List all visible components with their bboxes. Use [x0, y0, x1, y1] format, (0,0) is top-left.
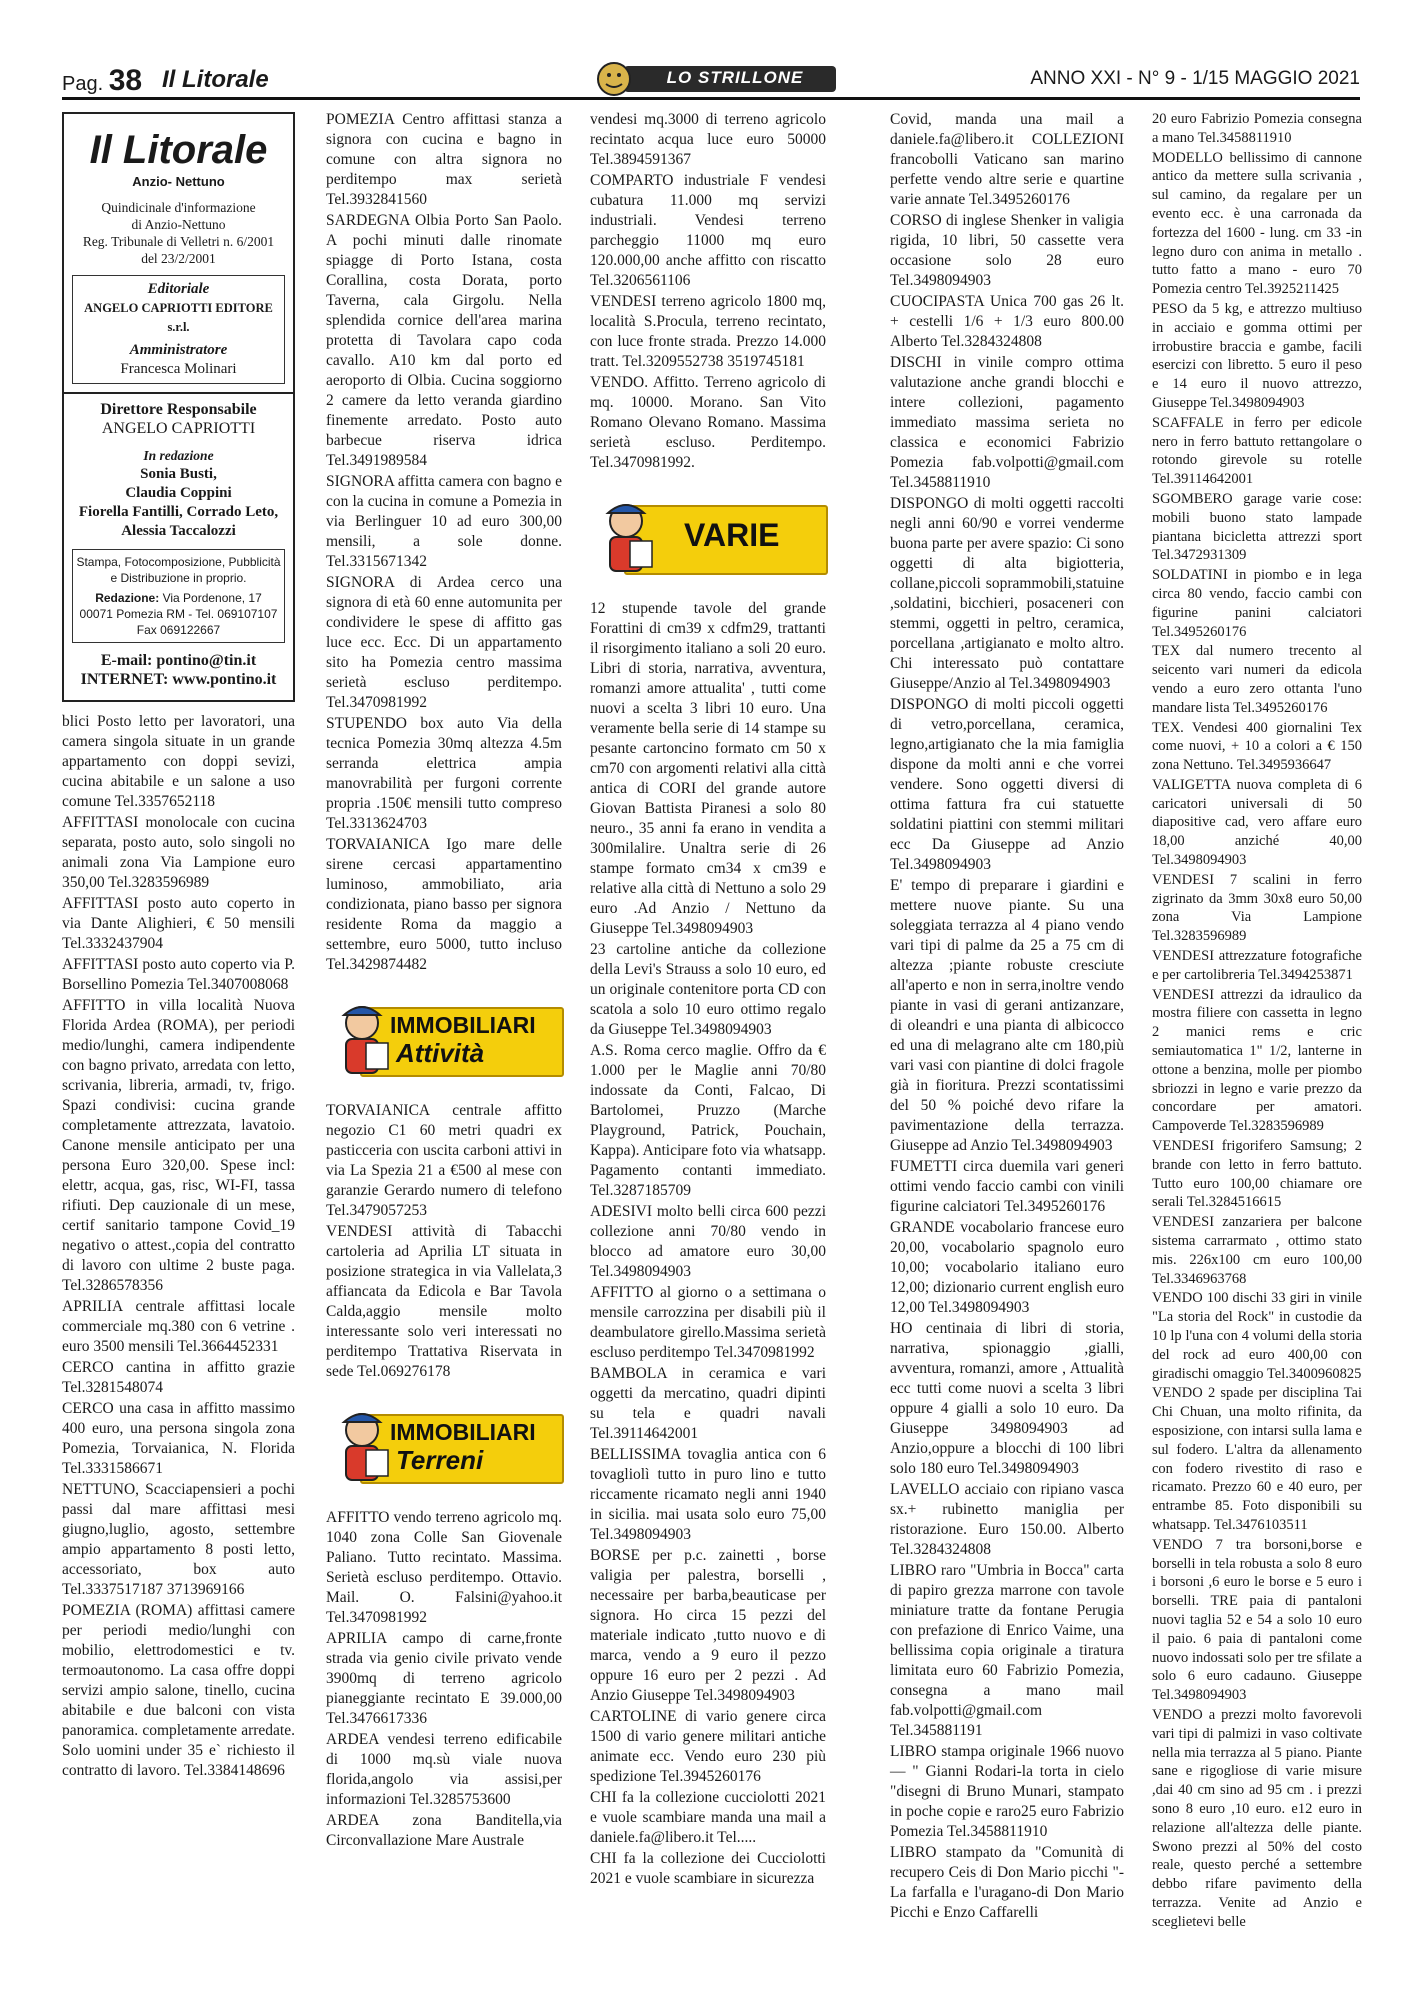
- column-4: [890, 110, 1124, 1924]
- classified-ad: AFFITTASI posto auto coperto in via Dante Alighieri, € 50 mensili Tel.3332437904: [62, 895, 295, 952]
- classified-ad: E' tempo di preparare i giardini e mettere nuove piante. Su una soleggiata terrazza al 4 piano vendo vari tipi di palme da 25 a 75 cm di altezza ;piante robuste cresciute all'aperto e non in serra,inoltre vendo piante in vasi di gerani antizanzare, di oleandri e una pianta di albicocco ed una di melagrano alte cm 180,più vari vasi con piantine di dolci fragole già in fioritura. Prezzi scontatissimi del 50 % poiché devo rifare la pavimentazione della terrazza. Giuseppe ad Anzio Tel.3498094903: [890, 877, 1124, 1154]
- classified-ad: CHI fa la collezione dei Cucciolotti 2021 e vuole scambiare in sicurezza: [590, 1850, 826, 1887]
- classified-ad: LIBRO stampato da "Comunità di recupero Ceis di Don Mario picchi "-La farfalla e l'uragano-di Don Mario Picchi e Enzo Caffarelli: [890, 1844, 1124, 1921]
- section-subtitle: Attività: [396, 1038, 485, 1068]
- classified-ad: BORSE per p.c. zainetti , borse valigia per palestra, borselli , necessaire per barba,beauticase per signora. Ho circa 15 pezzi del materiale indicato ,tutto nuovo e di marca, vendo a 9 euro il pezzo oppure 16 euro per 2 pezzi . Ad Anzio Giuseppe Tel.3498094903: [590, 1547, 826, 1704]
- classified-ad: PESO da 5 kg, e attrezzo multiuso in acciaio e gomma ottimi per irrobustire braccia e gambe, facili esercizi con libretto. 5 euro il peso e 14 euro il nuovo attrezzo, Giuseppe Tel.3498094903: [1152, 300, 1362, 411]
- redazione-name: Claudia Coppini: [125, 485, 232, 501]
- classified-ad: VENDO. Affitto. Terreno agricolo di mq. 10000. Morano. San Vito Romano Olevano Romano. Massima serietà escluso. Perditempo. Tel.3470981992.: [590, 374, 826, 471]
- section-immobiliari-terreni: [332, 1396, 560, 1488]
- redazione-name: Fiorella Fantilli, Corrado Leto,: [78, 504, 279, 520]
- classified-ad: AFFITTO al giorno o a settimana o mensile carrozzina per disabili più il deambulatore girello.Massima serietà escluso perditempo Tel.3470981992: [590, 1284, 826, 1361]
- classified-ad: VENDESI terreno agricolo 1800 mq, località S.Procula, terreno recintato, con luce fronte strada. Prezzo 14.000 tratt. Tel.3209552738 3519745181: [590, 293, 826, 370]
- classified-ad: TEX dal numero trecento al seicento vari numeri da edicola vendo a euro zero ottanta l'uno mandare lista Tel.3495260176: [1152, 643, 1362, 716]
- classified-ad: BAMBOLA in ceramica e vari oggetti da mercatino, quadri dipinti su tela e quadri navali Tel.39114642001: [590, 1365, 826, 1442]
- classified-ad: VENDESI attrezzature fotografiche e per cartolibreria Tel.3494253871: [1152, 948, 1362, 983]
- section-title: IMMOBILIARI: [390, 1419, 536, 1445]
- column-2: [326, 110, 562, 1852]
- masthead-subtitle: Anzio- Nettuno: [132, 174, 225, 189]
- logo-text: LO STRILLONE: [666, 68, 804, 87]
- amministratore-label: Amministratore: [129, 342, 228, 358]
- classified-ad: Covid, manda una mail a daniele.fa@libero.it COLLEZIONI francobolli Vaticano san marino perfette vendo altre serie e quartine varie annate Tel.3495260176: [890, 111, 1124, 208]
- masthead-tagline2: di Anzio-Nettuno: [131, 217, 226, 232]
- classified-ad: DISPONGO di molti oggetti raccolti negli anni 60/90 e vorrei venderme buona parte per avere spazio: Ci sono oggetti di alta bigiotteria, collane,piccoli soprammobili,statuine ,soldatini, bicchieri, posaceneri con stemmi, oggetti in peltro, ceramica, porcellana ,artigianato e molto altro. Chi interessato può contattare Giuseppe/Anzio al Tel.3498094903: [890, 495, 1124, 692]
- classified-ad: ADESIVI molto belli circa 600 pezzi collezione anni 70/80 vendo in blocco ad amatore euro 30,00 Tel.3498094903: [590, 1203, 826, 1280]
- classified-ad: blici Posto letto per lavoratori, una camera singola situate in un grande appartamento con doppi sevizi, cucina abitabile e un salone a uso comune Tel.3357652118: [62, 713, 295, 810]
- classified-ad: 20 euro Fabrizio Pomezia consegna a mano Tel.3458811910: [1152, 111, 1362, 146]
- classified-ad: MODELLO bellissimo di cannone antico da mettere sulla scrivania , sul camino, da regalare per un evento ecc. è una carronada da fortezza del 1600 - lung. cm 33 -in legno duro con anima in metallo . tutto fatto a mano - euro 70 Pomezia centro Tel.3925211425: [1152, 149, 1362, 298]
- redazione-name: Alessia Taccalozzi: [121, 523, 236, 539]
- classified-ad: 12 stupende tavole del grande Forattini di cm39 x cdfm29, trattanti il risorgimento italiano a soli 20 euro. Libri di storia, narrativa, avventura, romanzi amore attualita' , tutti come nuovi a scelta 3 libri 10 euro. Una veramente bella serie di 14 stampe su pesante cartoncino formato cm 50 x cm70 con argomenti relativi alla città antica di CORI del grande autore Giovan Battista Piranesi a solo 80 neuro., 35 anni fa erano in vendita a 300milalire. Unaltra serie di 26 stampe formato cm34 x cm39 e relative alla città di Nettuno a solo 29 euro .Ad Anzio / Nettuno da Giuseppe Tel.3498094903: [590, 600, 826, 937]
- classified-ad: TEX. Vendesi 400 giornalini Tex come nuovi, + 10 a colori a € 150 zona Nettuno. Tel.3495936647: [1152, 719, 1362, 774]
- classified-ad: SIGNORA di Ardea cerco una signora di età 60 enne automunita per condividere le spese di affitto gas luce ecc. Ecc. Di un appartamento sito ha Pomezia centro massima serietà escluso perditempo. Tel.3470981992: [326, 574, 562, 711]
- classified-ad: VENDESI attività di Tabacchi cartoleria ad Aprilia LT situata in posizione strategica in via Vallelata,3 affiancata da Edicola e Bar Tavola Calda,aggio mensile molto interessante solo veri interessati no perditempo Trattativa Riservata in sede Tel.069276178: [326, 1223, 562, 1380]
- internet-link[interactable]: INTERNET: www.pontino.it: [80, 671, 277, 688]
- classified-ad: VALIGETTA nuova completa di 6 caricatori universali di 50 diapositive cad, vero affare euro 18,00 anziché 40,00 Tel.3498094903: [1152, 776, 1362, 869]
- classified-ad: FUMETTI circa duemila vari generi ottimi vendo faccio cambi con vinili figurine calciatori Tel.3495260176: [890, 1158, 1124, 1215]
- classified-ad: VENDO 7 tra borsoni,borse e borselli in tela robusta a solo 8 euro i borsoni ,6 euro le borse e 5 euro i borselli. TRE paia di pantaloni nuovi taglia 52 e 54 a solo 10 euro il paio. 6 paia di pantaloni come nuovo indossati solo per tre sfilate a solo 6 euro cadauno. Giuseppe Tel.3498094903: [1152, 1536, 1362, 1704]
- issue-info: ANNO XXI - N° 9 - 1/15 MAGGIO 2021: [1030, 68, 1360, 89]
- column-1: [62, 712, 295, 1782]
- contact-box: [72, 549, 285, 643]
- page-number: [62, 64, 142, 98]
- section-varie: [596, 487, 824, 579]
- classified-ad: POMEZIA Centro affittasi stanza a signora con cucina e bagno in comune con altra signora no perditempo max serietà Tel.3932841560: [326, 111, 562, 208]
- column-5: [1152, 110, 1362, 1933]
- editor-box: [72, 275, 285, 384]
- classified-ad: CUOCIPASTA Unica 700 gas 26 lt. + cestelli 1/6 + 1/3 euro 800.00 Alberto Tel.3284324808: [890, 293, 1124, 350]
- newsboy-mascot-icon: [596, 497, 658, 577]
- newsboy-mascot-icon: [332, 999, 394, 1079]
- classified-ad: HO centinaia di libri di storia, narrativa, spionaggio ,gialli, avventura, romanzi, amore , Attualità ecc tutti come nuovi a scelta 3 libri oppure 4 gialli a solo 10 euro. Da Giuseppe 3498094903 ad Anzio,oppure a blocchi di 100 libri solo 180 euro Tel.3498094903: [890, 1320, 1124, 1477]
- direttore-name: ANGELO CAPRIOTTI: [101, 420, 256, 437]
- classified-ad: LIBRO raro "Umbria in Bocca" carta di papiro grezza marrone con tavole miniature tratte da fontane Perugia con prefazione di Enrico Vaime, una bellissima copia originale a tiratura limitata euro 60 Fabrizio Pomezia, consegna a mano mail fab.volpotti@gmail.com Tel.345881191: [890, 1562, 1124, 1739]
- classified-ad: 23 cartoline antiche da collezione della Levi's Strauss a solo 10 euro, ed un originale contenitore porta CD con scatola a solo 10 euro ottimo regalo da Giuseppe Tel.3498094903: [590, 941, 826, 1038]
- classified-ad: VENDO 100 dischi 33 giri in vinile "La storia del Rock" in custodie da 10 lp l'una con 4 volumi della storia del rock ad euro 400,00 con giradischi omaggio Tel.3400960825: [1152, 1290, 1362, 1382]
- classified-ad: VENDESI zanzariera per balcone sistema carrarmato , ottimo stato mis. 226x100 cm euro 100,00 Tel.3346963768: [1152, 1214, 1362, 1287]
- classified-ad: CERCO una casa in affitto massimo 400 euro, una persona singola zona Pomezia, Torvaianica, N. Florida Tel.3331586671: [62, 1400, 295, 1477]
- stampa-line2: e Distribuzione in proprio.: [110, 571, 247, 585]
- classified-ad: VENDESI 7 scalini in ferro zigrinato da 3mm 30x8 euro 50,00 zona Via Lampione Tel.3283596989: [1152, 871, 1362, 945]
- classified-ad: AFFITTO vendo terreno agricolo mq. 1040 zona Colle San Giovenale Paliano. Tutto recintato. Massima. Serietà escluso perditempo. Ottavio. Mail. O. Falsini@yahoo.it Tel.3470981992: [326, 1509, 562, 1626]
- classified-ad: TORVAIANICA centrale affitto negozio C1 60 metri quadri ex pasticceria con uscita carboni attivi in via La Spezia 21 a €500 al mese con garanzie Gerardo numero di telefono Tel.3479057253: [326, 1102, 562, 1219]
- masthead-title: Il Litorale: [89, 128, 268, 172]
- classified-ad: A.S. Roma cerco maglie. Offro da € 1.000 per le Maglie anni 70/80 indossate da Conti, Falcao, Di Bartolomei, Pruzzo (Marche Playground, Patrick, Pouchain, Kappa). Anticipare foto via whatsapp. Pagamento contanti immediato. Tel.3287185709: [590, 1042, 826, 1199]
- classified-ad: CHI fa la collezione cucciolotti 2021 e vuole scambiare manda una mail a daniele.fa@libero.it Tel.....: [590, 1789, 826, 1846]
- classified-ad: VENDESI frigorifero Samsung; 2 brande con letto in ferro battuto. Tutto euro 100,00 chiamare ore serali Tel.3284516615: [1152, 1138, 1362, 1211]
- editoriale-label: Editoriale: [147, 281, 210, 297]
- page-prefix: Pag.: [62, 73, 104, 95]
- classified-ad: DISCHI in vinile compro ottima valutazione anche grandi blocchi e intere collezioni, pagamento immediato massima serieta no classica e economici Fabrizio Pomezia fab.volpotti@gmail.com Tel.3458811910: [890, 354, 1124, 491]
- classified-ad: AFFITTASI monolocale con cucina separata, posto auto, solo singoli no animali zona Via Lampione euro 350,00 Tel.3283596989: [62, 814, 295, 891]
- redazione-label: In redazione: [143, 448, 214, 463]
- section-immobiliari-attivita: [332, 989, 560, 1081]
- lo-strillone-logo: [594, 62, 840, 96]
- classified-ad: DISPONGO di molti piccoli oggetti di vetro,porcellana, ceramica, legno,artigianato che la mia famiglia dispone da molti anni e che vorrei vendere. Sono oggetti diversi di ottima fattura fra cui statuette soldatini piattini con stemmi militari ecc Da Giuseppe ad Anzio Tel.3498094903: [890, 696, 1124, 873]
- classified-ad: CERCO cantina in affitto grazie Tel.3281548074: [62, 1359, 295, 1396]
- classified-ad: SARDEGNA Olbia Porto San Paolo. A pochi minuti dalle rinomate spiagge di Porto Istana, costa Corallina, costa Dorata, porto Taverna, cala Girgolu. Nella splendida cornice dell'area marina protetta di Tavolara capo coda cavallo. A10 km dal porto ed aeroporto di Olbia. Cucina soggiorno 2 camere da letto veranda giardino finemente arredato. Posto auto barbecue riserva idrica Tel.3491989584: [326, 212, 562, 469]
- masthead-reg1: Reg. Tribunale di Velletri n. 6/2001: [82, 234, 275, 249]
- classified-ad: APRILIA campo di carne,fronte strada via genio civile privato vende 3900mq di terreno agricolo pianeggiante recintato E 39.000,00 Tel.3476617336: [326, 1630, 562, 1727]
- editoriale-name: ANGELO CAPRIOTTI EDITORE s.r.l.: [84, 301, 273, 334]
- classified-ad: VENDO a prezzi molto favorevoli vari tipi di palmizi in vaso coltivate nella mia terrazza al 5 piano. Piante sane e rigogliose di varie misure ,dai 40 cm sino ad 95 cm . i prezzi sono 8 euro ,10 euro. e12 euro in relazione all'altezza delle piante. Swono prezzi al 50% del costo reale, questo perché a settembre debbo rifare pavimento della terrazza. Venite ad Anzio e sceglietevi belle: [1152, 1706, 1362, 1930]
- classified-ad: VENDESI attrezzi da idraulico da mostra filiere con cassetta in legno 2 manici rems e cric semiautomatica 1" 1/2, lanterne in ottone a benzina, molle per piombo sbriozzi in legno e varie prezzo da concordare per amatori. Campoverde Tel.3283596989: [1152, 986, 1362, 1135]
- fax-line: Fax 069122667: [136, 623, 221, 637]
- classified-ad: SCAFFALE in ferro per edicole nero in ferro battuto rettangolare o rotondo girevole su rotelle Tel.39114642001: [1152, 414, 1362, 488]
- page-number-value: 38: [108, 64, 143, 97]
- classified-ad: AFFITTO in villa località Nuova Florida Ardea (ROMA), per periodi medio/lunghi, camera indipendente con bagno privato, arredata con letto, scrivania, libreria, armadi, tv, frigo. Spazi condivisi: cucina grande completamente attrezzata, lavatoio. Canone mensile anticipato per una persona Euro 320,00. Spese incl: elettr, acqua, gas, risc, WI-FI, tassa rifiuti. Dep cauzionale di un mese, certif sanitario tampone Covid_19 negativo o attest.,copia del contratto di lavoro con ultime 2 buste paga. Tel.3286578356: [62, 997, 295, 1294]
- classified-ad: APRILIA centrale affittasi locale commerciale mq.380 con 6 vetrine . euro 3500 mensili Tel.3664452331: [62, 1298, 295, 1355]
- classified-ad: VENDO 2 spade per disciplina Tai Chi Chuan, una molto rifinita, da esposizione, con intarsi sulla lama e sul fodero. L'altra da allenamento con fodero rivestito di raso e ricamato. Prezzo 60 e 40 euro, per entrambe 85. Foto disponibili su whatsapp. Tel.3476103511: [1152, 1385, 1362, 1533]
- amministratore-name: Francesca Molinari: [120, 361, 237, 377]
- classified-ad: CARTOLINE di vario genere circa 1500 di vario genere militari antiche animate ecc. Vendo euro 230 più spedizione Tel.3945260176: [590, 1708, 826, 1785]
- classified-ad: POMEZIA (ROMA) affittasi camere per periodi medio/lunghi con mobilio, elettrodomestici e tv. termoautonomo. La casa offre doppi servizi ampio salone, tinello, cucina abitabile e due balconi con vista panoramica. completamente arredate. Solo uomini under 35 e` richiesto il contratto di lavoro. Tel.3384148696: [62, 1602, 295, 1779]
- header-rule: [62, 97, 1360, 100]
- classified-ad: ARDEA zona Banditella,via Circonvallazione Mare Australe: [326, 1812, 562, 1849]
- classified-ad: BELLISSIMA tovaglia antica con 6 tovagliolì tutto in puro lino e tutto riccamente ricamato negli anni 1940 in sicilia. mai usata solo euro 75,00 Tel.3498094903: [590, 1446, 826, 1543]
- redazione-address-label: Redazione:: [95, 591, 160, 605]
- section-title: VARIE: [684, 517, 780, 553]
- section-subtitle: Terreni: [396, 1445, 484, 1475]
- masthead-divider: [64, 392, 293, 394]
- masthead-tagline1: Quindicinale d'informazione: [101, 200, 256, 215]
- classified-ad: STUPENDO box auto Via della tecnica Pomezia 30mq altezza 4.5m serranda elettrica ampia manovrabilità per furgoni corrente propria .150€ mensili tutto compreso Tel.3313624703: [326, 715, 562, 832]
- section-title: IMMOBILIARI: [390, 1012, 536, 1038]
- classified-ad: SOLDATINI in piombo e in lega circa 80 vendo, faccio cambi con figurine panini calciatori Tel.3495260176: [1152, 567, 1362, 640]
- classified-ad: AFFITTASI posto auto coperto via P. Borsellino Pomezia Tel.3407008068: [62, 956, 295, 993]
- masthead-reg2: del 23/2/2001: [141, 251, 216, 266]
- address-line2: 00071 Pomezia RM - Tel. 069107107: [79, 607, 278, 621]
- stampa-line1: Stampa, Fotocomposizione, Pubblicità: [76, 555, 281, 569]
- classified-ad: SIGNORA affitta camera con bagno e con la cucina in comune a Pomezia in via Berlinguer 10 ad euro 300,00 mensili, a sole donne. Tel.3315671342: [326, 473, 563, 570]
- redazione-address: Via Pordenone, 17: [162, 591, 262, 605]
- newsboy-mascot-icon: [332, 1406, 394, 1486]
- classified-ad: LIBRO stampa originale 1966 nuovo — " Gianni Rodari-la torta in cielo "disegni di Bruno Munari, stampato in poche copie e raro25 euro Fabrizio Pomezia Tel.3458811910: [890, 1743, 1124, 1840]
- direttore-label: Direttore Responsabile: [100, 401, 257, 418]
- classified-ad: ARDEA vendesi terreno edificabile di 1000 mq.sù viale nuova florida,angolo via assisi,per informazioni Tel.3285753600: [326, 1731, 562, 1808]
- column-3: [590, 110, 826, 1890]
- paper-title: Il Litorale: [162, 66, 269, 93]
- masthead-box: [62, 112, 295, 702]
- classified-ad: CORSO di inglese Shenker in valigia rigida, 10 libri, 50 cassette vera occasione solo 28 euro Tel.3498094903: [890, 212, 1124, 289]
- classified-ad: TORVAIANICA Igo mare delle sirene cercasi appartamentino luminoso, ammobiliato, aria condizionata, piano basso per signora residente Roma da maggio a settembre, euro 5000, tutto incluso Tel.3429874482: [326, 836, 562, 973]
- classified-ad: NETTUNO, Scacciapensieri a pochi passi dal mare affittasi mesi giugno,luglio, agosto, settembre ampio appartamento 8 posti letto, accessoriato, box auto Tel.3337517187 3713969166: [62, 1481, 295, 1598]
- page-header: [62, 62, 1360, 98]
- classified-ad: LAVELLO acciaio con ripiano vasca sx.+ rubinetto maniglia per ristorazione. Euro 150.00. Alberto Tel.3284324808: [890, 1481, 1124, 1558]
- email-link[interactable]: E-mail: pontino@tin.it: [100, 652, 257, 669]
- redazione-name: Sonia Busti,: [140, 466, 217, 482]
- classified-ad: COMPARTO industriale F vendesi cubatura 11.000 mq servizi industriali. Vendesi terreno parcheggio 11000 mq euro 120.000,00 anche affitto con riscatto Tel.3206561106: [590, 172, 826, 289]
- classified-ad: SGOMBERO garage varie cose: mobili buono stato lampade piantana bicicletta attrezzi sport Tel.3472931309: [1152, 490, 1362, 564]
- classified-ad: vendesi mq.3000 di terreno agricolo recintato acqua luce euro 50000 Tel.3894591367: [590, 111, 826, 168]
- classified-ad: GRANDE vocabolario francese euro 20,00, vocabolario spagnolo euro 10,00; vocabolario italiano euro 12,00; dizionario current english euro 12,00 Tel.3498094903: [890, 1219, 1124, 1316]
